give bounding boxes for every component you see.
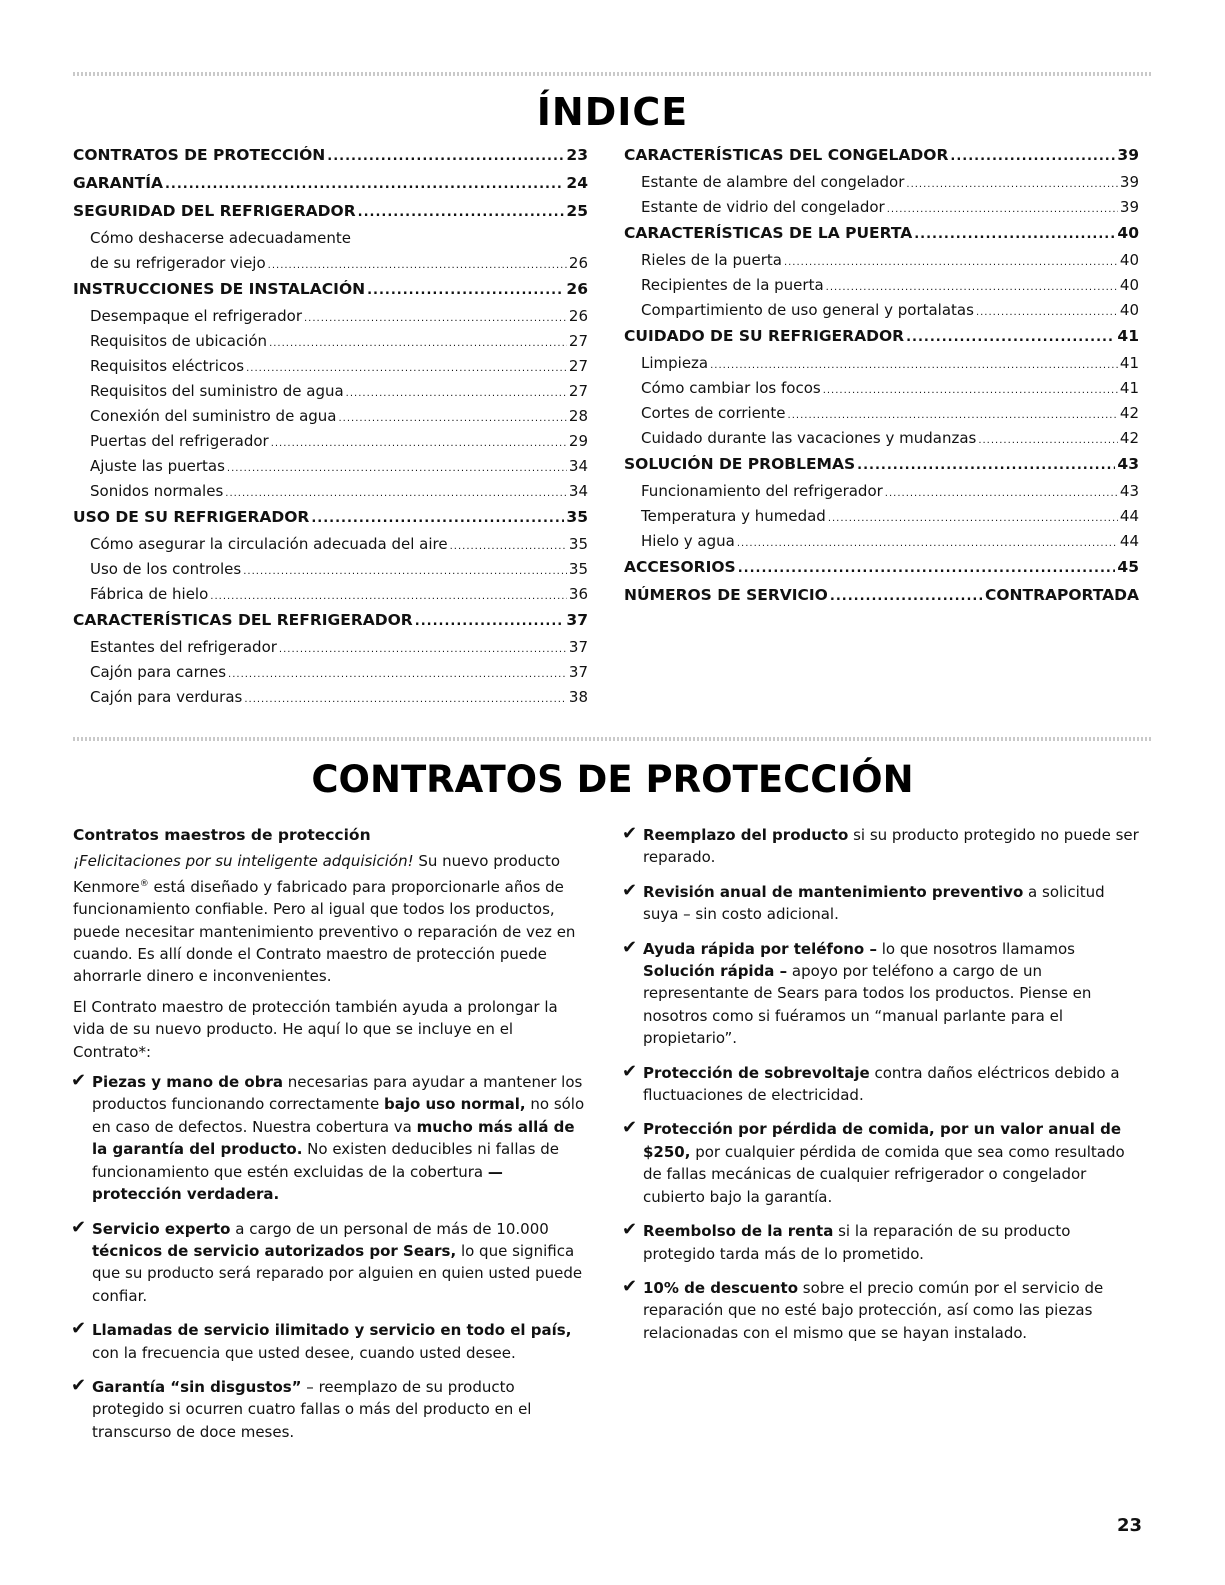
toc-section-entry: [624, 224, 1139, 251]
toc-subentry: [624, 532, 1139, 557]
toc-label: Estante de vidrio del congelador: [641, 198, 885, 216]
toc-leader-dots: [244, 688, 567, 706]
toc-page-number: 43: [1119, 482, 1139, 500]
toc-leader-dots: [367, 280, 564, 298]
page-number: 23: [1116, 1515, 1142, 1536]
toc-subentry: [624, 198, 1139, 223]
toc-label: ACCESORIOS: [624, 558, 736, 576]
toc-section-entry: [73, 202, 588, 229]
toc-leader-dots: [268, 254, 567, 272]
top-divider: [73, 72, 1153, 76]
toc-leader-dots: [906, 327, 1115, 345]
toc-leader-dots: [857, 455, 1115, 473]
toc-section-entry: [624, 586, 1139, 613]
benefit-text: con la frecuencia que usted desee, cuando usted desee.: [92, 1343, 516, 1362]
toc-label: Puertas del refrigerador: [90, 432, 269, 450]
benefit-text: por cualquier pérdida de comida que sea como resultado de fallas mecánicas de cualquier refrigerador o congelador cubierto bajo la garantía.: [643, 1142, 1125, 1206]
check-icon: ✔: [622, 936, 638, 958]
toc-subentry: [73, 688, 588, 713]
toc-page-number: 35: [568, 535, 588, 553]
toc-page-number: 26: [568, 307, 588, 325]
benefit-bold: mucho más allá de la garantía del producto.: [92, 1117, 575, 1159]
middle-divider: [73, 737, 1153, 741]
index-right-column: [624, 145, 1139, 613]
toc-label: GARANTÍA: [73, 174, 163, 192]
benefit-bold: Piezas y mano de obra: [92, 1073, 283, 1092]
benefit-bold: Garantía “sin disgustos”: [92, 1377, 302, 1396]
toc-label: USO DE SU REFRIGERADOR: [73, 508, 310, 526]
toc-leader-dots: [327, 146, 564, 164]
toc-page-number: 39: [1119, 173, 1139, 191]
toc-page-number: 28: [568, 407, 588, 425]
toc-subentry: [73, 407, 588, 432]
toc-page-number: 39: [1119, 198, 1139, 216]
benefit-item: [73, 1218, 588, 1308]
toc-label: Recipientes de la puerta: [641, 276, 824, 294]
toc-label: Limpieza: [641, 354, 709, 372]
toc-subentry: [73, 638, 588, 663]
toc-leader-dots: [976, 301, 1118, 319]
toc-subentry: [73, 332, 588, 357]
toc-page-number: 42: [1119, 429, 1139, 447]
intro-text-a: Su nuevo producto Kenmore: [73, 852, 561, 896]
toc-label: CARACTERÍSTICAS DEL REFRIGERADOR: [73, 611, 413, 629]
toc-label: Cómo deshacerse adecuadamente: [90, 229, 351, 247]
toc-page-number: 38: [568, 688, 588, 706]
benefit-text: lo que significa que su producto será reparado por alguien en quien usted puede confiar.: [92, 1241, 583, 1305]
benefit-bold: Ayuda rápida por teléfono –: [643, 939, 877, 958]
toc-page-number: 41: [1117, 327, 1139, 345]
toc-leader-dots: [978, 429, 1118, 447]
benefit-bold: Protección por pérdida de comida, por un valor anual de $250,: [643, 1120, 1122, 1161]
toc-label: Cajón para carnes: [90, 663, 227, 681]
toc-subentry: [73, 535, 588, 560]
toc-section-entry: [624, 558, 1139, 585]
toc-label: Desempaque el refrigerador: [90, 307, 302, 325]
benefit-bold: bajo uso normal,: [383, 1095, 526, 1114]
toc-label: Temperatura y humedad: [641, 507, 826, 525]
toc-leader-dots: [311, 508, 564, 526]
toc-subentry: [624, 507, 1139, 532]
benefit-bold: Reemplazo del producto: [643, 826, 849, 844]
benefit-item: [624, 824, 1139, 869]
toc-leader-dots: [225, 482, 567, 500]
benefit-text: apoyo por teléfono a cargo de un representante de Sears para todos los productos. Piense en nosotros como si fuéramos un “manual parlante para el propietario”.: [643, 962, 1092, 1048]
toc-page-number: 39: [1117, 146, 1139, 164]
toc-label: CONTRATOS DE PROTECCIÓN: [73, 146, 326, 164]
benefit-text: si la reparación de su producto protegido tarda más de lo prometido.: [643, 1222, 1071, 1263]
toc-label: Hielo y agua: [641, 532, 735, 550]
benefit-text: necesarias para ayudar a mantener los productos funcionando correctamente: [92, 1073, 583, 1114]
toc-subentry: [624, 482, 1139, 507]
toc-leader-dots: [358, 202, 565, 220]
check-icon: ✔: [622, 1275, 638, 1297]
toc-subentry: [73, 432, 588, 457]
toc-section-entry: [73, 611, 588, 638]
toc-subentry: [624, 276, 1139, 301]
toc-section-entry: [73, 146, 588, 173]
toc-leader-dots: [243, 560, 567, 578]
benefit-text: si su producto protegido no puede ser reparado.: [643, 826, 1139, 867]
toc-label: Cuidado durante las vacaciones y mudanzas: [641, 429, 977, 447]
toc-label: CARACTERÍSTICAS DEL CONGELADOR: [624, 146, 949, 164]
toc-subentry: [73, 254, 588, 279]
toc-page-number: 24: [566, 174, 588, 192]
toc-subentry: [624, 429, 1139, 454]
toc-leader-dots: [830, 586, 983, 604]
toc-subentry: [624, 379, 1139, 404]
benefit-item: [624, 1118, 1139, 1208]
toc-leader-dots: [339, 407, 567, 425]
toc-leader-dots: [887, 198, 1118, 216]
index-left-column: [73, 145, 588, 713]
toc-section-entry: [73, 174, 588, 201]
toc-leader-dots: [823, 379, 1118, 397]
toc-label: SOLUCIÓN DE PROBLEMAS: [624, 455, 856, 473]
toc-subentry: [73, 560, 588, 585]
benefit-bold: 10% de descuento: [643, 1278, 798, 1297]
toc-leader-dots: [788, 404, 1118, 422]
benefit-text: a solicitud suya – sin costo adicional.: [643, 882, 1105, 924]
toc-leader-dots: [950, 146, 1115, 164]
toc-page-number: 26: [566, 280, 588, 298]
toc-page-number: 34: [568, 482, 588, 500]
benefit-bold: — protección verdadera.: [92, 1162, 503, 1204]
toc-page-number: 41: [1119, 379, 1139, 397]
intro-paragraph-2: El Contrato maestro de protección también ayuda a prolongar la vida de su nuevo producto. He aquí lo que se incluye en el Contrato*:: [73, 997, 558, 1061]
toc-leader-dots: [885, 482, 1118, 500]
toc-page-number: CONTRAPORTADA: [984, 586, 1139, 604]
toc-subentry: [73, 457, 588, 482]
toc-section-entry: [73, 280, 588, 307]
benefit-text: no sólo en caso de defectos. Nuestra cobertura va: [92, 1095, 585, 1136]
toc-page-number: 45: [1117, 558, 1139, 576]
check-icon: ✔: [71, 1318, 87, 1340]
contracts-left-column: [73, 824, 588, 1455]
check-icon: ✔: [71, 1374, 87, 1396]
check-icon: ✔: [71, 1216, 87, 1238]
toc-label: Requisitos del suministro de agua: [90, 382, 344, 400]
toc-page-number: 44: [1119, 507, 1139, 525]
toc-label: CARACTERÍSTICAS DE LA PUERTA: [624, 224, 913, 242]
toc-leader-dots: [738, 558, 1116, 576]
toc-page-number: 43: [1117, 455, 1139, 473]
toc-leader-dots: [210, 585, 567, 603]
toc-page-number: 37: [568, 638, 588, 656]
toc-leader-dots: [784, 251, 1118, 269]
toc-section-entry: [624, 327, 1139, 354]
toc-label: Rieles de la puerta: [641, 251, 782, 269]
toc-leader-dots: [165, 174, 564, 192]
toc-page-number: 37: [566, 611, 588, 629]
toc-page-number: 36: [568, 585, 588, 603]
toc-label: Cortes de corriente: [641, 404, 786, 422]
benefit-item: [624, 1220, 1139, 1265]
toc-page-number: 35: [566, 508, 588, 526]
benefit-bold: Protección de sobrevoltaje: [643, 1063, 870, 1082]
toc-label: Requisitos de ubicación: [90, 332, 268, 350]
benefit-text: lo que nosotros llamamos: [876, 939, 1075, 958]
toc-subentry: [624, 251, 1139, 276]
toc-section-entry: [73, 508, 588, 535]
toc-label: Uso de los controles: [90, 560, 242, 578]
toc-label: NÚMEROS DE SERVICIO: [624, 586, 828, 604]
toc-leader-dots: [271, 432, 567, 450]
toc-subentry: [73, 482, 588, 507]
toc-label: SEGURIDAD DEL REFRIGERADOR: [73, 202, 356, 220]
registered-mark: ®: [139, 878, 149, 889]
toc-page-number: 27: [568, 357, 588, 375]
toc-page-number: 42: [1119, 404, 1139, 422]
check-icon: ✔: [71, 1070, 87, 1092]
benefit-item: [73, 1071, 588, 1205]
benefit-bold: Llamadas de servicio ilimitado y servicio en todo el país,: [92, 1321, 572, 1340]
index-title: ÍNDICE: [536, 90, 689, 134]
toc-label: Cómo cambiar los focos: [641, 379, 821, 397]
benefit-bold: Servicio experto: [92, 1219, 231, 1238]
benefit-item: [624, 1062, 1139, 1107]
toc-label: Cajón para verduras: [90, 688, 243, 706]
toc-leader-dots: [914, 224, 1115, 242]
toc-page-number: 37: [568, 663, 588, 681]
contracts-right-column: [624, 824, 1139, 1356]
toc-leader-dots: [269, 332, 567, 350]
contracts-heading: Contratos maestros de protección: [73, 826, 371, 844]
toc-page-number: 29: [568, 432, 588, 450]
toc-label: Ajuste las puertas: [90, 457, 225, 475]
toc-page-number: 27: [568, 382, 588, 400]
benefit-bold: Solución rápida –: [643, 962, 788, 981]
benefit-text: – reemplazo de su producto protegido si ocurren cuatro fallas o más del producto en el transcurso de doce meses.: [92, 1377, 532, 1441]
toc-page-number: 40: [1119, 251, 1139, 269]
toc-label: Conexión del suministro de agua: [90, 407, 337, 425]
toc-leader-dots: [450, 535, 567, 553]
benefit-item: [624, 938, 1139, 1050]
toc-label: Compartimiento de uso general y portalatas: [641, 301, 974, 319]
toc-leader-dots: [228, 663, 567, 681]
toc-label: Sonidos normales: [90, 482, 224, 500]
toc-page-number: 41: [1119, 354, 1139, 372]
toc-subentry: [624, 173, 1139, 198]
toc-subentry: [624, 404, 1139, 429]
toc-label: Funcionamiento del refrigerador: [641, 482, 883, 500]
toc-subentry: [73, 229, 588, 254]
toc-section-entry: [624, 146, 1139, 173]
toc-label: Requisitos eléctricos: [90, 357, 245, 375]
check-icon: ✔: [622, 1219, 638, 1241]
toc-leader-dots: [906, 173, 1118, 191]
toc-leader-dots: [828, 507, 1118, 525]
benefit-text: a cargo de un personal de más de 10.000: [230, 1219, 549, 1238]
intro-text-b: está diseñado y fabricado para proporcionarle años de funcionamiento confiable. Pero al igual que todos los productos, puede necesitar mantenimiento preventivo o reparación de vez en cuando. Es allí donde el Contrato maestro de protección puede ahorrarle dinero e inconvenientes.: [73, 877, 576, 986]
toc-label: de su refrigerador viejo: [90, 254, 266, 272]
check-icon: ✔: [622, 823, 638, 844]
toc-page-number: 34: [568, 457, 588, 475]
toc-label: Estantes del refrigerador: [90, 638, 277, 656]
benefit-text: sobre el precio común por el servicio de reparación que no esté bajo protección, así como las piezas relacionadas con el mismo que se hayan instalado.: [643, 1278, 1104, 1342]
toc-label: INSTRUCCIONES DE INSTALACIÓN: [73, 280, 366, 298]
toc-subentry: [73, 663, 588, 688]
toc-leader-dots: [304, 307, 567, 325]
toc-label: Cómo asegurar la circulación adecuada del aire: [90, 535, 448, 553]
toc-leader-dots: [710, 354, 1118, 372]
benefit-bold: técnicos de servicio autorizados por Sears,: [92, 1241, 457, 1260]
toc-page-number: 40: [1119, 301, 1139, 319]
toc-subentry: [73, 382, 588, 407]
toc-leader-dots: [279, 638, 567, 656]
benefit-bold: Reembolso de la renta: [643, 1222, 834, 1241]
toc-subentry: [624, 301, 1139, 326]
check-icon: ✔: [622, 879, 638, 901]
benefit-item: [73, 1319, 588, 1364]
check-icon: ✔: [622, 1060, 638, 1082]
toc-page-number: 26: [568, 254, 588, 272]
toc-page-number: 25: [566, 202, 588, 220]
toc-leader-dots: [737, 532, 1118, 550]
toc-leader-dots: [227, 457, 567, 475]
toc-page-number: 27: [568, 332, 588, 350]
check-icon: ✔: [622, 1117, 638, 1139]
toc-page-number: 40: [1119, 276, 1139, 294]
benefit-text: contra daños eléctricos debido a fluctuaciones de electricidad.: [643, 1063, 1120, 1105]
toc-label: Estante de alambre del congelador: [641, 173, 905, 191]
toc-page-number: 35: [568, 560, 588, 578]
benefit-item: [624, 881, 1139, 926]
intro-italic: ¡Felicitaciones por su inteligente adquisición!: [73, 852, 414, 871]
toc-leader-dots: [246, 357, 567, 375]
toc-leader-dots: [415, 611, 565, 629]
toc-label: CUIDADO DE SU REFRIGERADOR: [624, 327, 905, 345]
toc-leader-dots: [826, 276, 1118, 294]
toc-page-number: 44: [1119, 532, 1139, 550]
intro-paragraph-1: [73, 850, 588, 987]
toc-subentry: [624, 354, 1139, 379]
toc-subentry: [73, 585, 588, 610]
toc-page-number: 23: [566, 146, 588, 164]
toc-leader-dots: [346, 382, 567, 400]
benefit-item: [73, 1376, 588, 1443]
benefit-item: [624, 1277, 1139, 1344]
toc-page-number: 40: [1117, 224, 1139, 242]
toc-section-entry: [624, 455, 1139, 482]
benefit-bold: Revisión anual de mantenimiento preventivo: [643, 882, 1024, 901]
toc-subentry: [73, 357, 588, 382]
benefit-text: No existen deducibles ni fallas de funcionamiento que estén excluidas de la cobertura: [92, 1140, 560, 1181]
toc-subentry: [73, 307, 588, 332]
contracts-title: CONTRATOS DE PROTECCIÓN: [311, 758, 914, 801]
toc-label: Fábrica de hielo: [90, 585, 209, 603]
